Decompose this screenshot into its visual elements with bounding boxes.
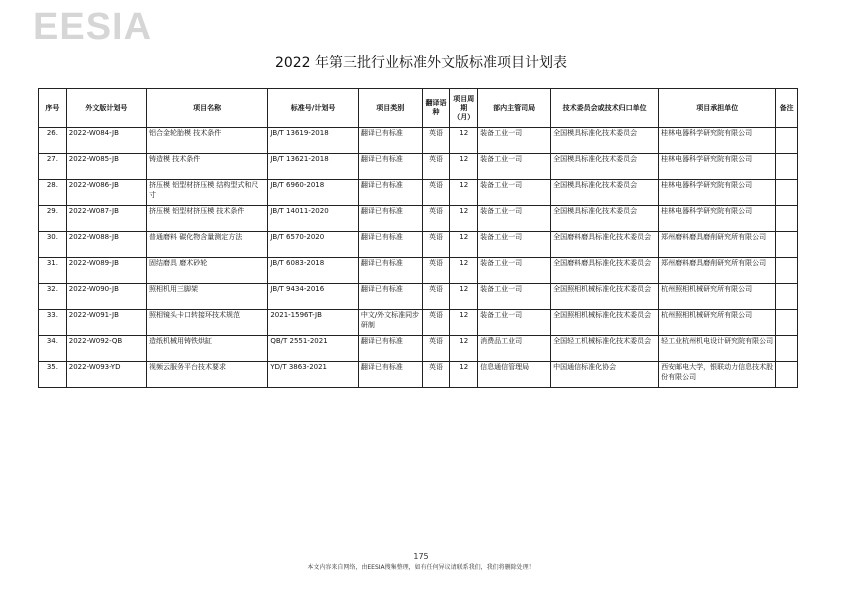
- cell-organization: 桂林电器科学研究院有限公司: [659, 206, 776, 232]
- header-department: 部内主管司局: [478, 89, 551, 128]
- table-row: [39, 336, 798, 362]
- header-standard-no: 标准号/计划号: [268, 89, 359, 128]
- cell-period: 12: [450, 180, 478, 206]
- cell-remark: [776, 154, 798, 180]
- cell-language: 英语: [422, 154, 450, 180]
- cell-standard-no: JB/T 6960-2018: [268, 180, 359, 206]
- cell-no: 33.: [39, 310, 67, 336]
- cell-period: 12: [450, 336, 478, 362]
- cell-department: 装备工业一司: [478, 180, 551, 206]
- cell-period: 12: [450, 258, 478, 284]
- cell-standard-no: JB/T 14011-2020: [268, 206, 359, 232]
- header-organization: 项目承担单位: [659, 89, 776, 128]
- cell-department: 装备工业一司: [478, 310, 551, 336]
- cell-project-name: 视频云服务平台技术要求: [146, 362, 267, 388]
- cell-language: 英语: [422, 180, 450, 206]
- cell-language: 英语: [422, 336, 450, 362]
- cell-language: 英语: [422, 310, 450, 336]
- cell-no: 30.: [39, 232, 67, 258]
- table-row: [39, 180, 798, 206]
- cell-period: 12: [450, 310, 478, 336]
- cell-plan-no: 2022-W093-YD: [66, 362, 146, 388]
- cell-no: 34.: [39, 336, 67, 362]
- cell-remark: [776, 206, 798, 232]
- cell-organization: 杭州照相机械研究所有限公司: [659, 310, 776, 336]
- cell-organization: 轻工业杭州机电设计研究院有限公司: [659, 336, 776, 362]
- cell-standard-no: JB/T 9434-2016: [268, 284, 359, 310]
- cell-project-type: 翻译已有标准: [358, 232, 422, 258]
- cell-committee: 全国模具标准化技术委员会: [551, 206, 659, 232]
- cell-standard-no: JB/T 13619-2018: [268, 128, 359, 154]
- header-plan-no: 外文版计划号: [66, 89, 146, 128]
- cell-period: 12: [450, 154, 478, 180]
- eesia-watermark-logo: EESIA: [33, 6, 153, 48]
- cell-department: 装备工业一司: [478, 206, 551, 232]
- cell-remark: [776, 336, 798, 362]
- table-row: [39, 232, 798, 258]
- header-project-type: 项目类别: [358, 89, 422, 128]
- cell-language: 英语: [422, 284, 450, 310]
- cell-department: 装备工业一司: [478, 128, 551, 154]
- cell-project-name: 铸造模 技术条件: [146, 154, 267, 180]
- cell-organization: 桂林电器科学研究院有限公司: [659, 128, 776, 154]
- cell-plan-no: 2022-W088-JB: [66, 232, 146, 258]
- cell-remark: [776, 284, 798, 310]
- cell-department: 消费品工业司: [478, 336, 551, 362]
- cell-committee: 全国磨料磨具标准化技术委员会: [551, 232, 659, 258]
- table-row: [39, 258, 798, 284]
- cell-department: 信息通信管理局: [478, 362, 551, 388]
- table-row: [39, 310, 798, 336]
- table-row: [39, 362, 798, 388]
- cell-project-name: 固结磨具 磨术砂轮: [146, 258, 267, 284]
- cell-plan-no: 2022-W086-JB: [66, 180, 146, 206]
- cell-remark: [776, 232, 798, 258]
- cell-language: 英语: [422, 128, 450, 154]
- cell-committee: 全国模具标准化技术委员会: [551, 154, 659, 180]
- cell-language: 英语: [422, 258, 450, 284]
- cell-period: 12: [450, 362, 478, 388]
- cell-project-name: 挤压模 铝型材挤压模 技术条件: [146, 206, 267, 232]
- cell-project-type: 翻译已有标准: [358, 258, 422, 284]
- cell-period: 12: [450, 206, 478, 232]
- cell-standard-no: JB/T 13621-2018: [268, 154, 359, 180]
- cell-project-name: 照相镜头卡口转接环技术规范: [146, 310, 267, 336]
- cell-project-name: 照相机用三脚架: [146, 284, 267, 310]
- cell-language: 英语: [422, 232, 450, 258]
- cell-plan-no: 2022-W089-JB: [66, 258, 146, 284]
- cell-project-name: 普通磨料 碳化物含量测定方法: [146, 232, 267, 258]
- header-remark: 备注: [776, 89, 798, 128]
- cell-project-type: 翻译已有标准: [358, 284, 422, 310]
- cell-project-type: 翻译已有标准: [358, 362, 422, 388]
- cell-committee: 全国磨料磨具标准化技术委员会: [551, 258, 659, 284]
- cell-remark: [776, 180, 798, 206]
- cell-no: 31.: [39, 258, 67, 284]
- cell-standard-no: JB/T 6083-2018: [268, 258, 359, 284]
- table-row: [39, 154, 798, 180]
- page-title: 2022 年第三批行业标准外文版标准项目计划表: [274, 55, 568, 71]
- cell-organization: 杭州照相机械研究所有限公司: [659, 284, 776, 310]
- cell-project-type: 翻译已有标准: [358, 336, 422, 362]
- header-no: 序号: [39, 89, 67, 128]
- footer-note: 本文内容来自网络，由EESIA搜集整理，如有任何异议请联系我们，我们将删除处理！: [307, 564, 535, 571]
- table-row: [39, 206, 798, 232]
- cell-organization: 郑州磨料磨具磨削研究所有限公司: [659, 258, 776, 284]
- cell-project-name: 挤压模 铝型材挤压模 结构型式和尺寸: [146, 180, 267, 206]
- cell-remark: [776, 310, 798, 336]
- cell-standard-no: QB/T 2551-2021: [268, 336, 359, 362]
- header-committee: 技术委员会或技术归口单位: [551, 89, 659, 128]
- cell-standard-no: 2021-1596T-JB: [268, 310, 359, 336]
- cell-department: 装备工业一司: [478, 284, 551, 310]
- table-header-row: [39, 89, 798, 128]
- header-language: 翻译语种: [422, 89, 450, 128]
- cell-project-name: 铝合金轮胎模 技术条件: [146, 128, 267, 154]
- cell-project-name: 造纸机械用铸铁烘缸: [146, 336, 267, 362]
- cell-committee: 全国照相机械标准化技术委员会: [551, 284, 659, 310]
- cell-project-type: 翻译已有标准: [358, 206, 422, 232]
- cell-no: 35.: [39, 362, 67, 388]
- table-row: [39, 128, 798, 154]
- cell-committee: 中国通信标准化协会: [551, 362, 659, 388]
- cell-no: 27.: [39, 154, 67, 180]
- cell-no: 29.: [39, 206, 67, 232]
- cell-project-type: 翻译已有标准: [358, 154, 422, 180]
- cell-project-type: 中文/外文标准同步研制: [358, 310, 422, 336]
- project-plan-table: [38, 88, 798, 388]
- cell-no: 26.: [39, 128, 67, 154]
- cell-organization: 桂林电器科学研究院有限公司: [659, 154, 776, 180]
- cell-no: 28.: [39, 180, 67, 206]
- cell-department: 装备工业一司: [478, 154, 551, 180]
- cell-period: 12: [450, 284, 478, 310]
- page-number: 175: [413, 552, 429, 561]
- cell-committee: 全国轻工机械标准化技术委员会: [551, 336, 659, 362]
- cell-department: 装备工业一司: [478, 232, 551, 258]
- cell-language: 英语: [422, 362, 450, 388]
- cell-language: 英语: [422, 206, 450, 232]
- cell-plan-no: 2022-W087-JB: [66, 206, 146, 232]
- cell-remark: [776, 128, 798, 154]
- cell-committee: 全国模具标准化技术委员会: [551, 180, 659, 206]
- cell-plan-no: 2022-W091-JB: [66, 310, 146, 336]
- cell-project-type: 翻译已有标准: [358, 180, 422, 206]
- cell-period: 12: [450, 128, 478, 154]
- cell-committee: 全国模具标准化技术委员会: [551, 128, 659, 154]
- header-project-name: 项目名称: [146, 89, 267, 128]
- cell-project-type: 翻译已有标准: [358, 128, 422, 154]
- cell-standard-no: JB/T 6570-2020: [268, 232, 359, 258]
- cell-remark: [776, 258, 798, 284]
- cell-standard-no: YD/T 3863-2021: [268, 362, 359, 388]
- cell-organization: 桂林电器科学研究院有限公司: [659, 180, 776, 206]
- cell-plan-no: 2022-W085-JB: [66, 154, 146, 180]
- cell-remark: [776, 362, 798, 388]
- cell-no: 32.: [39, 284, 67, 310]
- cell-plan-no: 2022-W092-QB: [66, 336, 146, 362]
- cell-plan-no: 2022-W090-JB: [66, 284, 146, 310]
- header-period: 项目周期（月）: [450, 89, 478, 128]
- cell-organization: 西安邮电大学，银联动力信息技术股份有限公司: [659, 362, 776, 388]
- cell-committee: 全国照相机械标准化技术委员会: [551, 310, 659, 336]
- table-row: [39, 284, 798, 310]
- cell-plan-no: 2022-W084-JB: [66, 128, 146, 154]
- cell-department: 装备工业一司: [478, 258, 551, 284]
- cell-organization: 郑州磨料磨具磨削研究所有限公司: [659, 232, 776, 258]
- cell-period: 12: [450, 232, 478, 258]
